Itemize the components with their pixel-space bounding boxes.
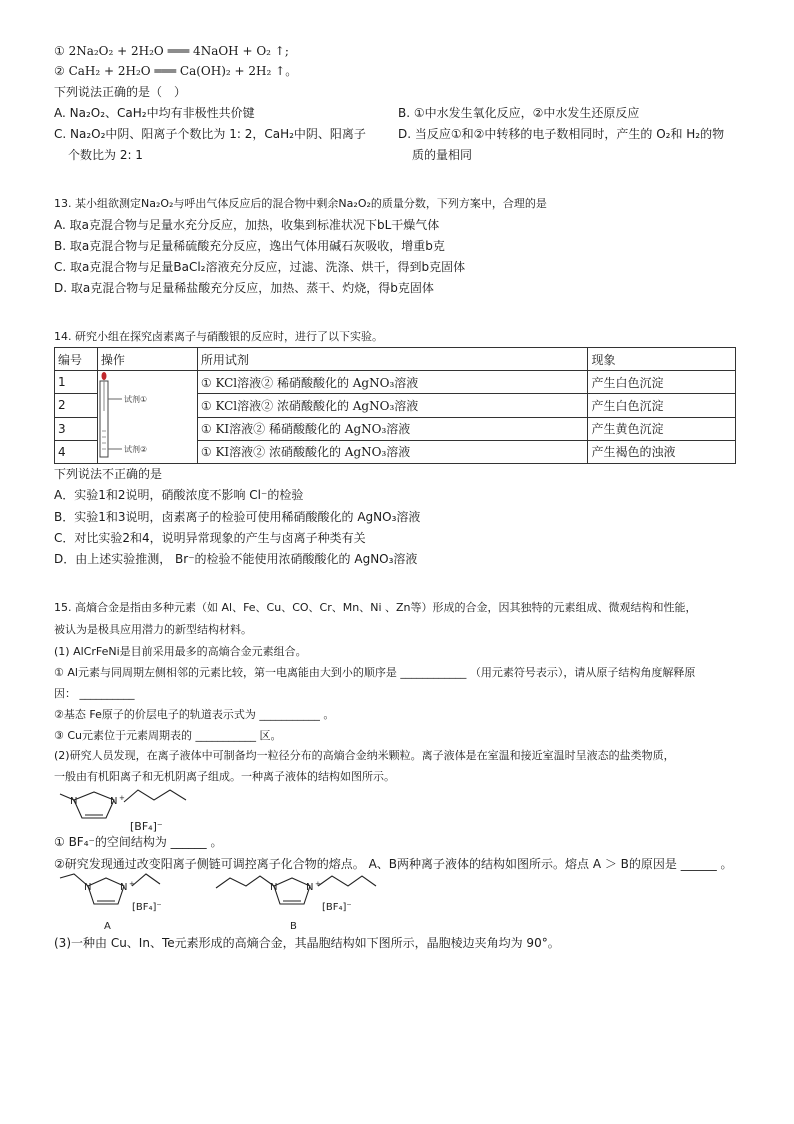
q15-part2-a: (2)研究人员发现，在离子液体中可制备均一粒径分布的高熵合金纳米颗粒。离子液体是在室温和接近室温时呈液态的盐类物质， — [54, 749, 675, 762]
row-result: 产生褐色的浊液 — [588, 440, 736, 463]
q13-option-d: D. 取a克混合物与足量稀盐酸充分反应，加热、蒸干、灼烧，得b克固体 — [54, 281, 434, 295]
header-result: 现象 — [588, 348, 736, 371]
svg-text:N: N — [270, 882, 278, 893]
q15-part2-d: ②研究发现通过改变阳离子侧链可调控离子化合物的熔点。 A、B两种离子液体的结构如图所示。熔点 A ＞ B的原因是 ______ 。 — [54, 857, 733, 871]
reagent-2-label: 试剂② — [123, 445, 148, 454]
q13-option-b: B. 取a克混合物与足量稀硫酸充分反应，逸出气体用碱石灰吸收，增重b克 — [54, 239, 445, 253]
q14-option-b: B．实验1和3说明，卤素离子的检验可使用稀硝酸酸化的 AgNO₃溶液 — [54, 510, 421, 524]
row-number: 3 — [55, 417, 98, 440]
q12-option-d-cont: 质的量相同 — [412, 148, 473, 162]
row-result: 产生黄色沉淀 — [588, 417, 736, 440]
q15-part1-c: ③ Cu元素位于元素周期表的 ___________ 区。 — [54, 729, 282, 742]
experiment-table — [54, 347, 736, 464]
row-number: 1 — [55, 371, 98, 394]
row-number: 2 — [55, 394, 98, 417]
row-reagent: ① KCl溶液② 稀硝酸酸化的 AgNO₃溶液 — [197, 371, 588, 394]
q15-stem-cont: 被认为是极具应用潜力的新型结构材料。 — [54, 623, 252, 636]
q15-part2-c: ① BF₄⁻的空间结构为 ______ 。 — [54, 835, 223, 849]
q15-part1-b: ②基态 Fe原子的价层电子的轨道表示式为 ___________ 。 — [54, 708, 335, 721]
q13-stem: 13. 某小组欲测定Na₂O₂与呼出气体反应后的混合物中剩余Na₂O₂的质量分数，下列方案中，合理的是 — [54, 197, 547, 210]
svg-text:N: N — [120, 882, 128, 893]
equation-2: ② CaH₂ + 2H₂O ═══ Ca(OH)₂ + 2H₂ ↑。 — [54, 64, 298, 78]
q14-option-a: A．实验1和2说明，硝酸浓度不影响 Cl⁻的检验 — [54, 488, 304, 502]
q12-option-a: A. Na₂O₂、CaH₂中均有非极性共价键 — [54, 106, 255, 120]
q15-part2-b: 一般由有机阳离子和无机阴离子组成。一种离子液体的结构如图所示。 — [54, 770, 395, 783]
structure-a-anion: [BF₄]⁻ — [132, 902, 162, 913]
row-number: 4 — [55, 440, 98, 463]
q13-option-a: A. 取a克混合物与足量水充分反应，加热，收集到标准状况下bL干燥气体 — [54, 218, 440, 232]
q12-option-c: C. Na₂O₂中阴、阳离子个数比为 1: 2，CaH₂中阴、阳离子 — [54, 127, 366, 141]
structure-b-label: B — [290, 921, 297, 932]
q15-part3: (3)一种由 Cu、In、Te元素形成的高熵合金，其晶胞结构如下图所示，晶胞棱边夹角均为 90°。 — [54, 936, 560, 950]
table-header-row — [55, 348, 736, 371]
bf4-anion: [BF₄]⁻ — [130, 820, 163, 832]
svg-text:+: + — [119, 794, 125, 802]
row-result: 产生白色沉淀 — [588, 394, 736, 417]
q12-option-c-cont: 个数比为 2: 1 — [68, 148, 143, 162]
header-operation: 操作 — [97, 348, 197, 371]
q15-part1-a-cont: 因： __________ — [54, 687, 135, 700]
structure-a-label: A — [104, 921, 111, 932]
q14-option-c: C．对比实验2和4，说明异常现象的产生与卤离子种类有关 — [54, 531, 366, 545]
q14-ask: 下列说法不正确的是 — [54, 467, 163, 481]
row-reagent: ① KI溶液② 稀硝酸酸化的 AgNO₃溶液 — [197, 417, 588, 440]
structure-b-anion: [BF₄]⁻ — [322, 902, 352, 913]
row-reagent: ① KI溶液② 浓硝酸酸化的 AgNO₃溶液 — [197, 440, 588, 463]
equation-1: ① 2Na₂O₂ + 2H₂O ═══ 4NaOH + O₂ ↑; — [54, 44, 289, 58]
svg-text:+: + — [129, 880, 135, 888]
operation-figure-cell — [97, 371, 197, 464]
reagent-1-label: 试剂① — [123, 395, 148, 404]
svg-text:+: + — [315, 880, 321, 888]
q15-part1-a: ① Al元素与同周期左侧相邻的元素比较，第一电离能由大到小的顺序是 ____________ （用元素符号表示），请从原子结构角度解释原 — [54, 666, 696, 679]
structure-a — [56, 872, 176, 932]
q14-option-d: D．由上述实验推测， Br⁻的检验不能使用浓硝酸酸化的 AgNO₃溶液 — [54, 552, 418, 566]
table-row — [55, 371, 736, 394]
ionic-liquid-structure — [56, 786, 206, 832]
svg-text:N: N — [84, 882, 92, 893]
q12-option-b: B. ①中水发生氧化反应，②中水发生还原反应 — [398, 106, 640, 120]
q15-stem: 15. 高熵合金是指由多种元素（如 Al、Fe、Cu、CO、Cr、Mn、Ni 、Zn等）形成的合金，因其独特的元素组成、微观结构和性能， — [54, 601, 697, 614]
row-result: 产生白色沉淀 — [588, 371, 736, 394]
svg-text:N: N — [306, 882, 314, 893]
header-reagent: 所用试剂 — [197, 348, 588, 371]
header-number: 编号 — [55, 348, 98, 371]
q12-stem: 下列说法正确的是（ ） — [54, 85, 187, 99]
q12-option-d: D. 当反应①和②中转移的电子数相同时，产生的 O₂和 H₂的物 — [398, 127, 725, 141]
structure-b — [212, 872, 382, 932]
svg-text:N: N — [70, 796, 78, 807]
test-tube-diagram — [98, 371, 197, 463]
row-reagent: ① KCl溶液② 浓硝酸酸化的 AgNO₃溶液 — [197, 394, 588, 417]
q14-stem: 14. 研究小组在探究卤素离子与硝酸银的反应时，进行了以下实验。 — [54, 330, 383, 343]
q15-part1: (1) AlCrFeNi是目前采用最多的高熵合金元素组合。 — [54, 645, 307, 658]
q13-option-c: C. 取a克混合物与足量BaCl₂溶液充分反应，过滤、洗涤、烘干，得到b克固体 — [54, 260, 466, 274]
svg-text:N: N — [110, 796, 118, 807]
